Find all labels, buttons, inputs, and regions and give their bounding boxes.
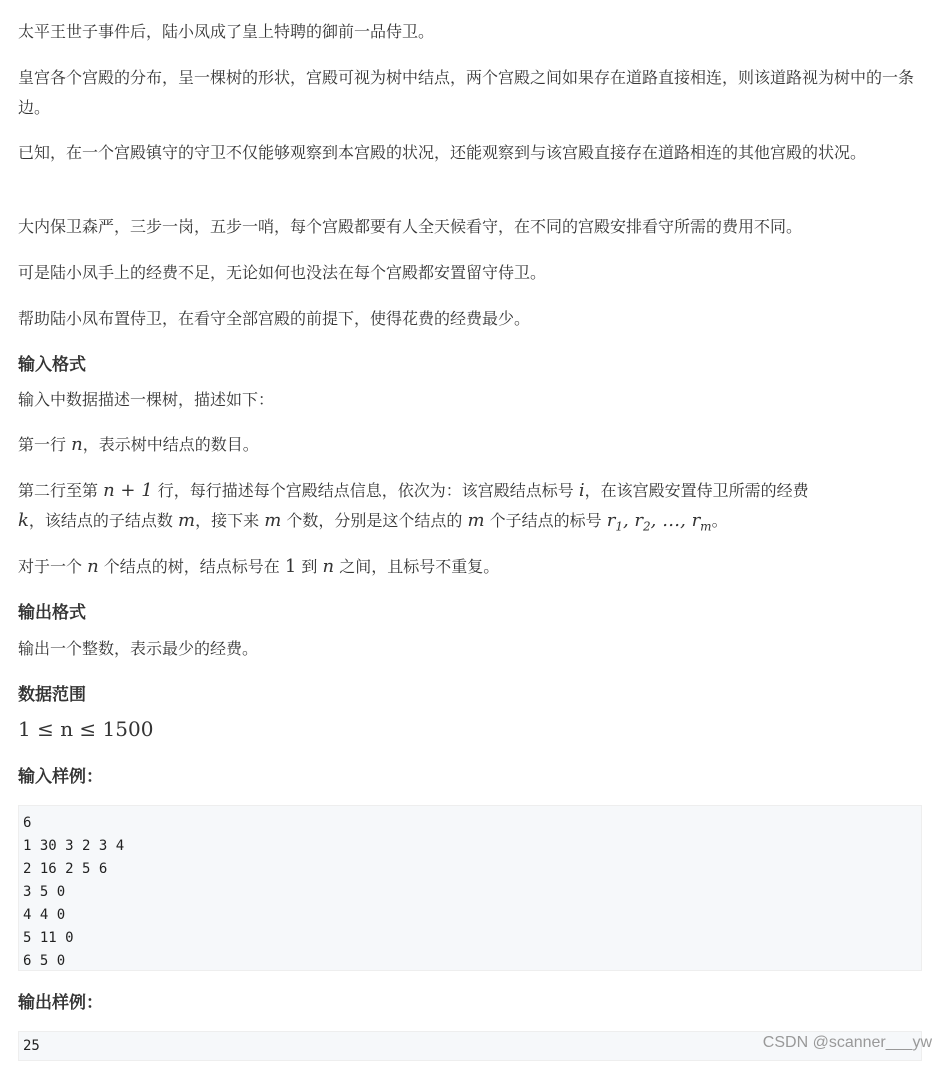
sample-input-code-block: 6 1 30 3 2 3 4 2 16 2 5 6 3 5 0 4 4 0 5 11 0 6 5 0 [18,805,922,971]
input-format-line-4: 对于一个 n 个结点的树，结点标号在 1 到 n 之间，且标号不重复。 [18,556,500,577]
math-n-plus-1: n + 1 [103,480,153,501]
data-range-expression: 1 ≤ n ≤ 1500 [18,717,154,741]
output-format-line-1: 输出一个整数，表示最少的经费。 [18,639,259,658]
input-format-line-1: 输入中数据描述一棵树，描述如下： [18,390,275,409]
story-paragraph-3: 已知，在一个宫殿镇守的守卫不仅能够观察到本宫殿的状况，还能观察到与该宫殿直接存在道路相连的其他宫殿的状况。 [18,143,867,162]
story-paragraph-6: 帮助陆小凤布置侍卫，在看守全部宫殿的前提下，使得花费的经费最少。 [18,309,531,328]
data-range-heading: 数据范围 [18,685,86,705]
sample-output-heading: 输出样例： [18,993,103,1013]
input-format-line-3: 第二行至第 n + 1 行，每行描述每个宫殿结点信息，依次为：该宫殿结点标号 i，在该宫殿安置侍卫所需的经费 k，该结点的子结点数 m，接下来 m 个数，分别是这个结点的 m 个子结点的标号 $r_1$, $r_2$, …, $r_m$。 [18,480,809,534]
sample-output-code-block: 25 [18,1031,922,1061]
story-paragraph-5: 可是陆小凤手上的经费不足，无论如何也没法在每个宫殿都安置留守侍卫。 [18,263,547,282]
story-paragraph-2: 皇宫各个宫殿的分布，呈一棵树的形状，宫殿可视为树中结点，两个宫殿之间如果存在道路直接相连，则该道路视为树中的一条边。 [18,68,915,117]
input-format-heading: 输入格式 [18,355,86,375]
csdn-watermark: CSDN @scanner___yw [762,1034,932,1051]
math-n: n [71,434,83,455]
output-format-heading: 输出格式 [18,603,86,623]
math-child-list: $r_1$, $r_2$, …, $r_m$ [606,510,712,534]
input-format-line-2: 第一行 n，表示树中结点的数目。 [18,434,259,455]
story-paragraph-4: 大内保卫森严，三步一岗，五步一哨，每个宫殿都要有人全天候看守，在不同的宫殿安排看守所需的费用不同。 [18,217,803,236]
sample-input-heading: 输入样例： [18,767,103,787]
story-paragraph-1: 太平王世子事件后，陆小凤成了皇上特聘的御前一品侍卫。 [18,22,435,41]
